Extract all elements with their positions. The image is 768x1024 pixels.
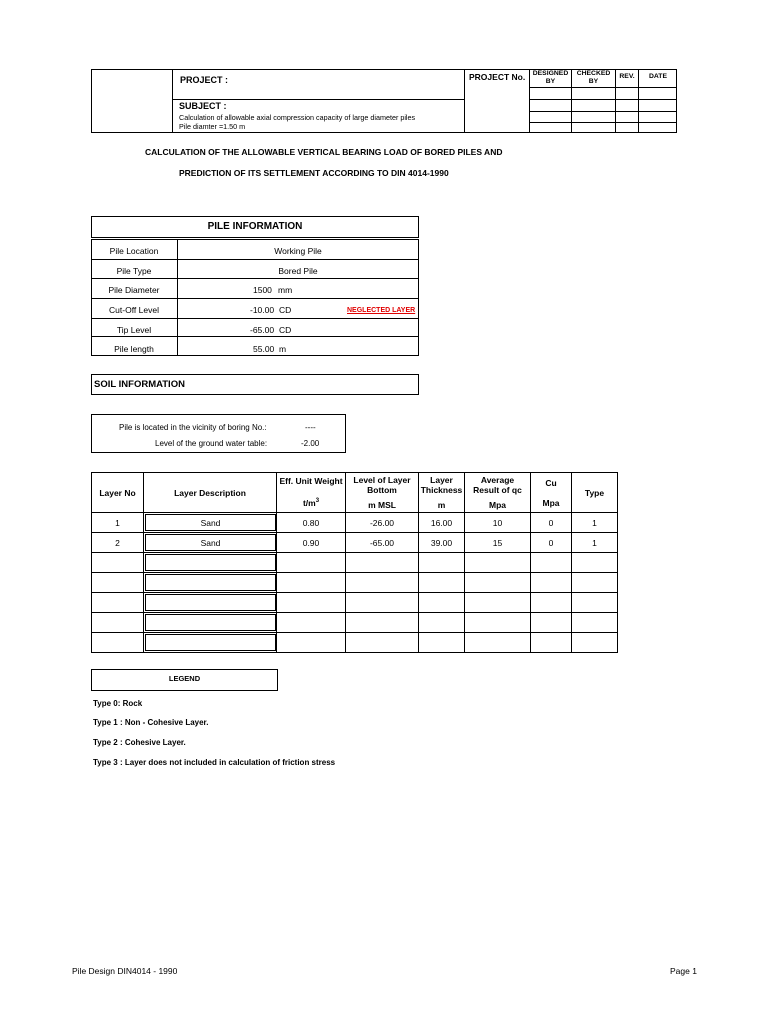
thick-unit: m <box>437 500 446 510</box>
soil-table-row <box>92 593 618 613</box>
project-no-label: PROJECT No. <box>469 72 526 82</box>
soil-table-row <box>92 513 618 533</box>
qc-cell <box>465 553 531 573</box>
cu-cell: 0 <box>531 533 572 553</box>
pile-diameter-value: 1500 <box>253 285 272 295</box>
layer-desc-value <box>145 574 276 591</box>
header-grid-line-2 <box>529 99 677 100</box>
qc-cell <box>465 593 531 613</box>
layer-no-cell: 1 <box>92 513 144 533</box>
checked-by-line1: CHECKED <box>576 70 611 77</box>
type-cell: 1 <box>572 513 618 533</box>
unit-weight-cell <box>277 573 346 593</box>
cu-header: Cu <box>545 477 557 488</box>
tip-level-label: Tip Level <box>116 325 152 335</box>
cu-cell <box>531 573 572 593</box>
unit-weight-unit: t/m <box>302 497 316 508</box>
layer-no-cell <box>92 553 144 573</box>
layer-desc-cell <box>144 593 277 613</box>
type-cell <box>572 593 618 613</box>
type-cell <box>572 613 618 633</box>
thickness-cell <box>419 633 465 653</box>
layer-desc-cell <box>144 513 277 533</box>
footer-page-number: Page 1 <box>670 966 697 976</box>
unit-weight-sup: 3 <box>315 498 320 505</box>
soil-layer-table <box>91 472 618 653</box>
checked-by-label <box>572 70 615 86</box>
col-header-type <box>572 473 618 513</box>
type-cell <box>572 573 618 593</box>
doc-title-line1: CALCULATION OF THE ALLOWABLE VERTICAL BEARING LOAD OF BORED PILES AND <box>145 147 503 157</box>
cu-cell: 0 <box>531 513 572 533</box>
soil-table-row <box>92 553 618 573</box>
col-header-level <box>346 473 419 513</box>
header-logo-divider <box>172 69 173 133</box>
soil-info-heading: SOIL INFORMATION <box>94 379 185 390</box>
col-header-layer-desc <box>144 473 277 513</box>
cu-cell <box>531 633 572 653</box>
designed-by-label <box>530 70 571 86</box>
pile-info-heading: PILE INFORMATION <box>207 221 303 232</box>
layer-desc-cell <box>144 633 277 653</box>
footer-doc-name: Pile Design DIN4014 - 1990 <box>72 966 178 976</box>
pile-length-unit: m <box>279 344 287 354</box>
pile-length-label: Pile length <box>114 344 154 354</box>
layer-no-cell <box>92 573 144 593</box>
layer-desc-value: Sand <box>145 534 276 551</box>
soil-table-row <box>92 573 618 593</box>
level-cell: -26.00 <box>346 513 419 533</box>
unit-weight-cell: 0.80 <box>277 513 346 533</box>
col-header-unit-weight <box>277 473 346 513</box>
thickness-cell <box>419 573 465 593</box>
cu-cell <box>531 553 572 573</box>
layer-desc-value <box>145 614 276 631</box>
header-subject-divider <box>172 99 464 100</box>
legend-item-type0: Type 0: Rock <box>93 699 143 708</box>
pile-info-row-line <box>91 336 419 337</box>
layer-desc-value: Sand <box>145 514 276 531</box>
thickness-cell <box>419 613 465 633</box>
checked-by-line2: BY <box>588 78 599 85</box>
thick-header-line1: Layer <box>430 475 453 485</box>
cut-off-level-value: -10.00 <box>250 305 275 315</box>
tip-level-value: -65.00 <box>250 325 275 335</box>
layer-desc-value <box>145 554 276 571</box>
date-label: DATE <box>649 73 667 80</box>
layer-no-cell <box>92 613 144 633</box>
level-header-line2: Bottom <box>367 485 397 495</box>
header-grid-line-4 <box>529 122 677 123</box>
gwt-label: Level of the ground water table: <box>155 439 268 448</box>
soil-table-row <box>92 533 618 553</box>
qc-cell <box>465 633 531 653</box>
level-cell <box>346 613 419 633</box>
pile-diameter-label: Pile Diameter <box>108 285 160 295</box>
qc-cell: 15 <box>465 533 531 553</box>
project-label: PROJECT : <box>180 75 229 85</box>
type-header: Type <box>584 487 605 498</box>
layer-no-cell <box>92 593 144 613</box>
gwt-value: -2.00 <box>301 439 320 448</box>
subject-label: SUBJECT : <box>179 101 227 111</box>
soil-table-header-row <box>92 473 618 513</box>
pile-type-value: Bored Pile <box>278 266 318 276</box>
unit-weight-cell <box>277 633 346 653</box>
col-header-layer-no <box>92 473 144 513</box>
cut-off-level-label: Cut-Off Level <box>109 305 159 315</box>
header-grid-line-3 <box>529 111 677 112</box>
cut-off-level-unit: CD <box>279 305 292 315</box>
pile-info-row-line <box>91 318 419 319</box>
qc-header-line1: Average <box>480 475 515 485</box>
unit-weight-cell <box>277 553 346 573</box>
layer-desc-value <box>145 594 276 611</box>
soil-table-row <box>92 613 618 633</box>
legend-item-type1: Type 1 : Non - Cohesive Layer. <box>93 718 209 727</box>
neglected-layer-note: NEGLECTED LAYER <box>347 307 416 314</box>
designed-by-line2: BY <box>545 78 556 85</box>
type-cell: 1 <box>572 533 618 553</box>
legend-item-type2: Type 2 : Cohesive Layer. <box>93 738 186 747</box>
legend-item-type3: Type 3 : Layer does not included in calculation of friction stress <box>93 758 336 767</box>
level-cell <box>346 553 419 573</box>
doc-title-line2: PREDICTION OF ITS SETTLEMENT ACCORDING TO DIN 4014-1990 <box>179 168 449 178</box>
layer-desc-cell <box>144 613 277 633</box>
header-project-divider <box>464 69 465 133</box>
rev-label: REV. <box>619 73 635 80</box>
col-header-qc <box>465 473 531 513</box>
cu-cell <box>531 613 572 633</box>
pile-location-value: Working Pile <box>274 246 322 256</box>
layer-desc-cell <box>144 553 277 573</box>
level-unit: m MSL <box>368 500 396 510</box>
layer-no-cell <box>92 633 144 653</box>
pile-diameter-unit: mm <box>278 285 293 295</box>
boring-label: Pile is located in the vicinity of boring No.: <box>119 423 267 432</box>
legend-heading: LEGEND <box>168 674 201 683</box>
layer-no-header: Layer No <box>99 487 136 498</box>
soil-table-row <box>92 633 618 653</box>
layer-desc-cell <box>144 573 277 593</box>
cu-unit: Mpa <box>542 497 560 508</box>
layer-desc-cell <box>144 533 277 553</box>
unit-weight-cell <box>277 613 346 633</box>
layer-desc-value <box>145 634 276 651</box>
pile-type-label: Pile Type <box>116 266 152 276</box>
pile-info-row-line <box>91 278 419 279</box>
qc-header-line2: Result of qc <box>473 485 522 495</box>
col-header-thickness <box>419 473 465 513</box>
level-cell <box>346 633 419 653</box>
qc-cell: 10 <box>465 513 531 533</box>
unit-weight-unit-wrap <box>277 496 345 509</box>
subject-line-1: Calculation of allowable axial compression capacity of large diameter piles <box>179 113 416 122</box>
qc-cell <box>465 613 531 633</box>
qc-unit: Mpa <box>489 500 506 510</box>
pile-info-row-line <box>91 259 419 260</box>
pile-length-value: 55.00 <box>253 344 275 354</box>
unit-weight-cell: 0.90 <box>277 533 346 553</box>
pile-location-label: Pile Location <box>109 246 159 256</box>
layer-no-cell: 2 <box>92 533 144 553</box>
thickness-cell <box>419 593 465 613</box>
level-cell: -65.00 <box>346 533 419 553</box>
layer-desc-header: Layer Description <box>174 487 246 498</box>
type-cell <box>572 553 618 573</box>
unit-weight-header: Eff. Unit Weight <box>279 476 343 487</box>
thickness-cell: 39.00 <box>419 533 465 553</box>
thickness-cell <box>419 553 465 573</box>
designed-by-line1: DESIGNED <box>532 70 569 77</box>
thickness-cell: 16.00 <box>419 513 465 533</box>
unit-weight-cell <box>277 593 346 613</box>
header-grid-line-1 <box>529 87 677 88</box>
tip-level-unit: CD <box>279 325 292 335</box>
qc-cell <box>465 573 531 593</box>
cu-cell <box>531 593 572 613</box>
boring-value: ---- <box>305 423 316 432</box>
pile-info-row-line <box>91 298 419 299</box>
level-cell <box>346 593 419 613</box>
col-header-cu <box>531 473 572 513</box>
level-header-line1: Level of Layer <box>353 475 411 485</box>
subject-line-2: Pile diamter =1.50 m <box>179 122 246 131</box>
type-cell <box>572 633 618 653</box>
thick-header-line2: Thickness <box>420 485 463 495</box>
level-cell <box>346 573 419 593</box>
